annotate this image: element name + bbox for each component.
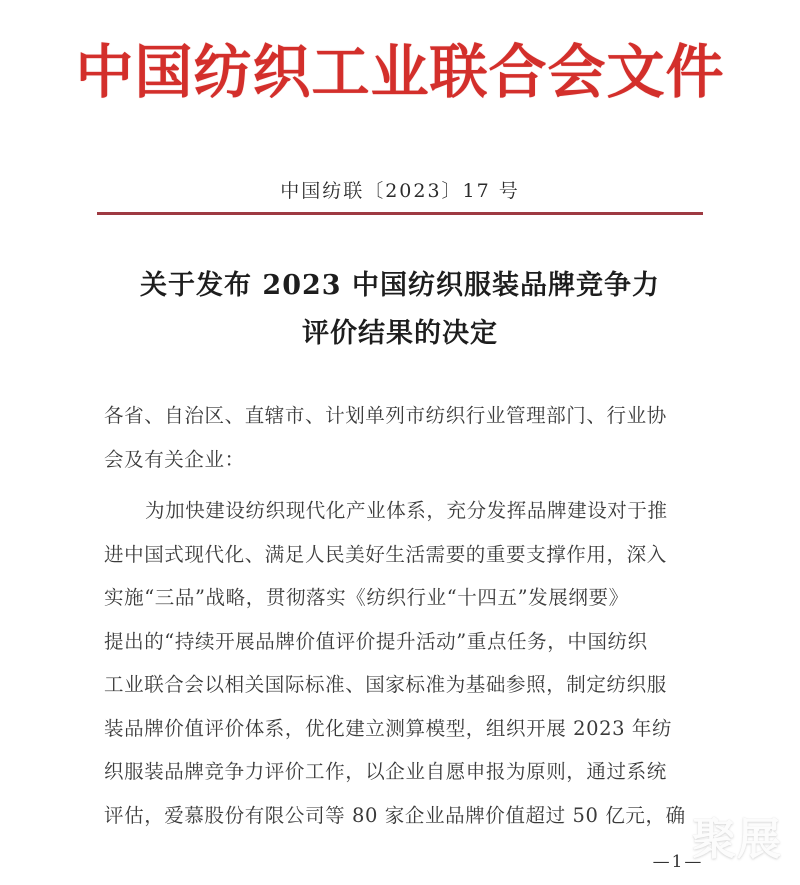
page-number — [0, 852, 800, 872]
page-number-value: —1— — [652, 852, 704, 872]
body-paragraph-line: 实施“三品”战略，贯彻落实《纺织行业“十四五”发展纲要》 — [104, 586, 629, 609]
addressee-line: 会及有关企业： — [104, 447, 245, 471]
body-paragraph-line: 进中国式现代化、满足人民美好生活需要的重要支撑作用，深入 — [104, 542, 667, 566]
page-title-line-2: 评价结果的决定 — [302, 318, 498, 349]
body-paragraph-line: 装品牌价值评价体系，优化建立测算模型，组织开展 2023 年纺 — [104, 716, 673, 740]
body-paragraph-line: 为加快建设纺织现代化产业体系，充分发挥品牌建设对于推 — [145, 499, 668, 522]
watermark: 聚展 — [692, 814, 782, 865]
page-title-line-1: 关于发布 2023 中国纺织服装品牌竞争力 — [140, 270, 660, 301]
body-paragraph-line: 工业联合会以相关国际标准、国家标准为基础参照，制定纺织服 — [104, 673, 667, 696]
body-paragraph-line: 评估，爱慕股份有限公司等 80 家企业品牌价值超过 50 亿元，确 — [104, 803, 686, 827]
document-number: 中国纺联〔2023〕17 号 — [280, 180, 520, 202]
body-paragraph-line: 织服装品牌竞争力评价工作，以企业自愿申报为原则，通过系统 — [104, 760, 667, 783]
addressee-line: 各省、自治区、直辖市、计划单列市纺织行业管理部门、行业协 — [104, 404, 667, 427]
red-separator-rule — [97, 212, 703, 215]
body-spacer — [104, 481, 708, 489]
masthead — [0, 40, 800, 105]
document-body — [104, 394, 708, 837]
masthead-title: 中国纺织工业联合会文件 — [75, 38, 725, 106]
body-paragraph-line: 提出的“持续开展品牌价值评价提升活动”重点任务，中国纺织 — [104, 629, 648, 653]
page-title — [0, 262, 800, 358]
